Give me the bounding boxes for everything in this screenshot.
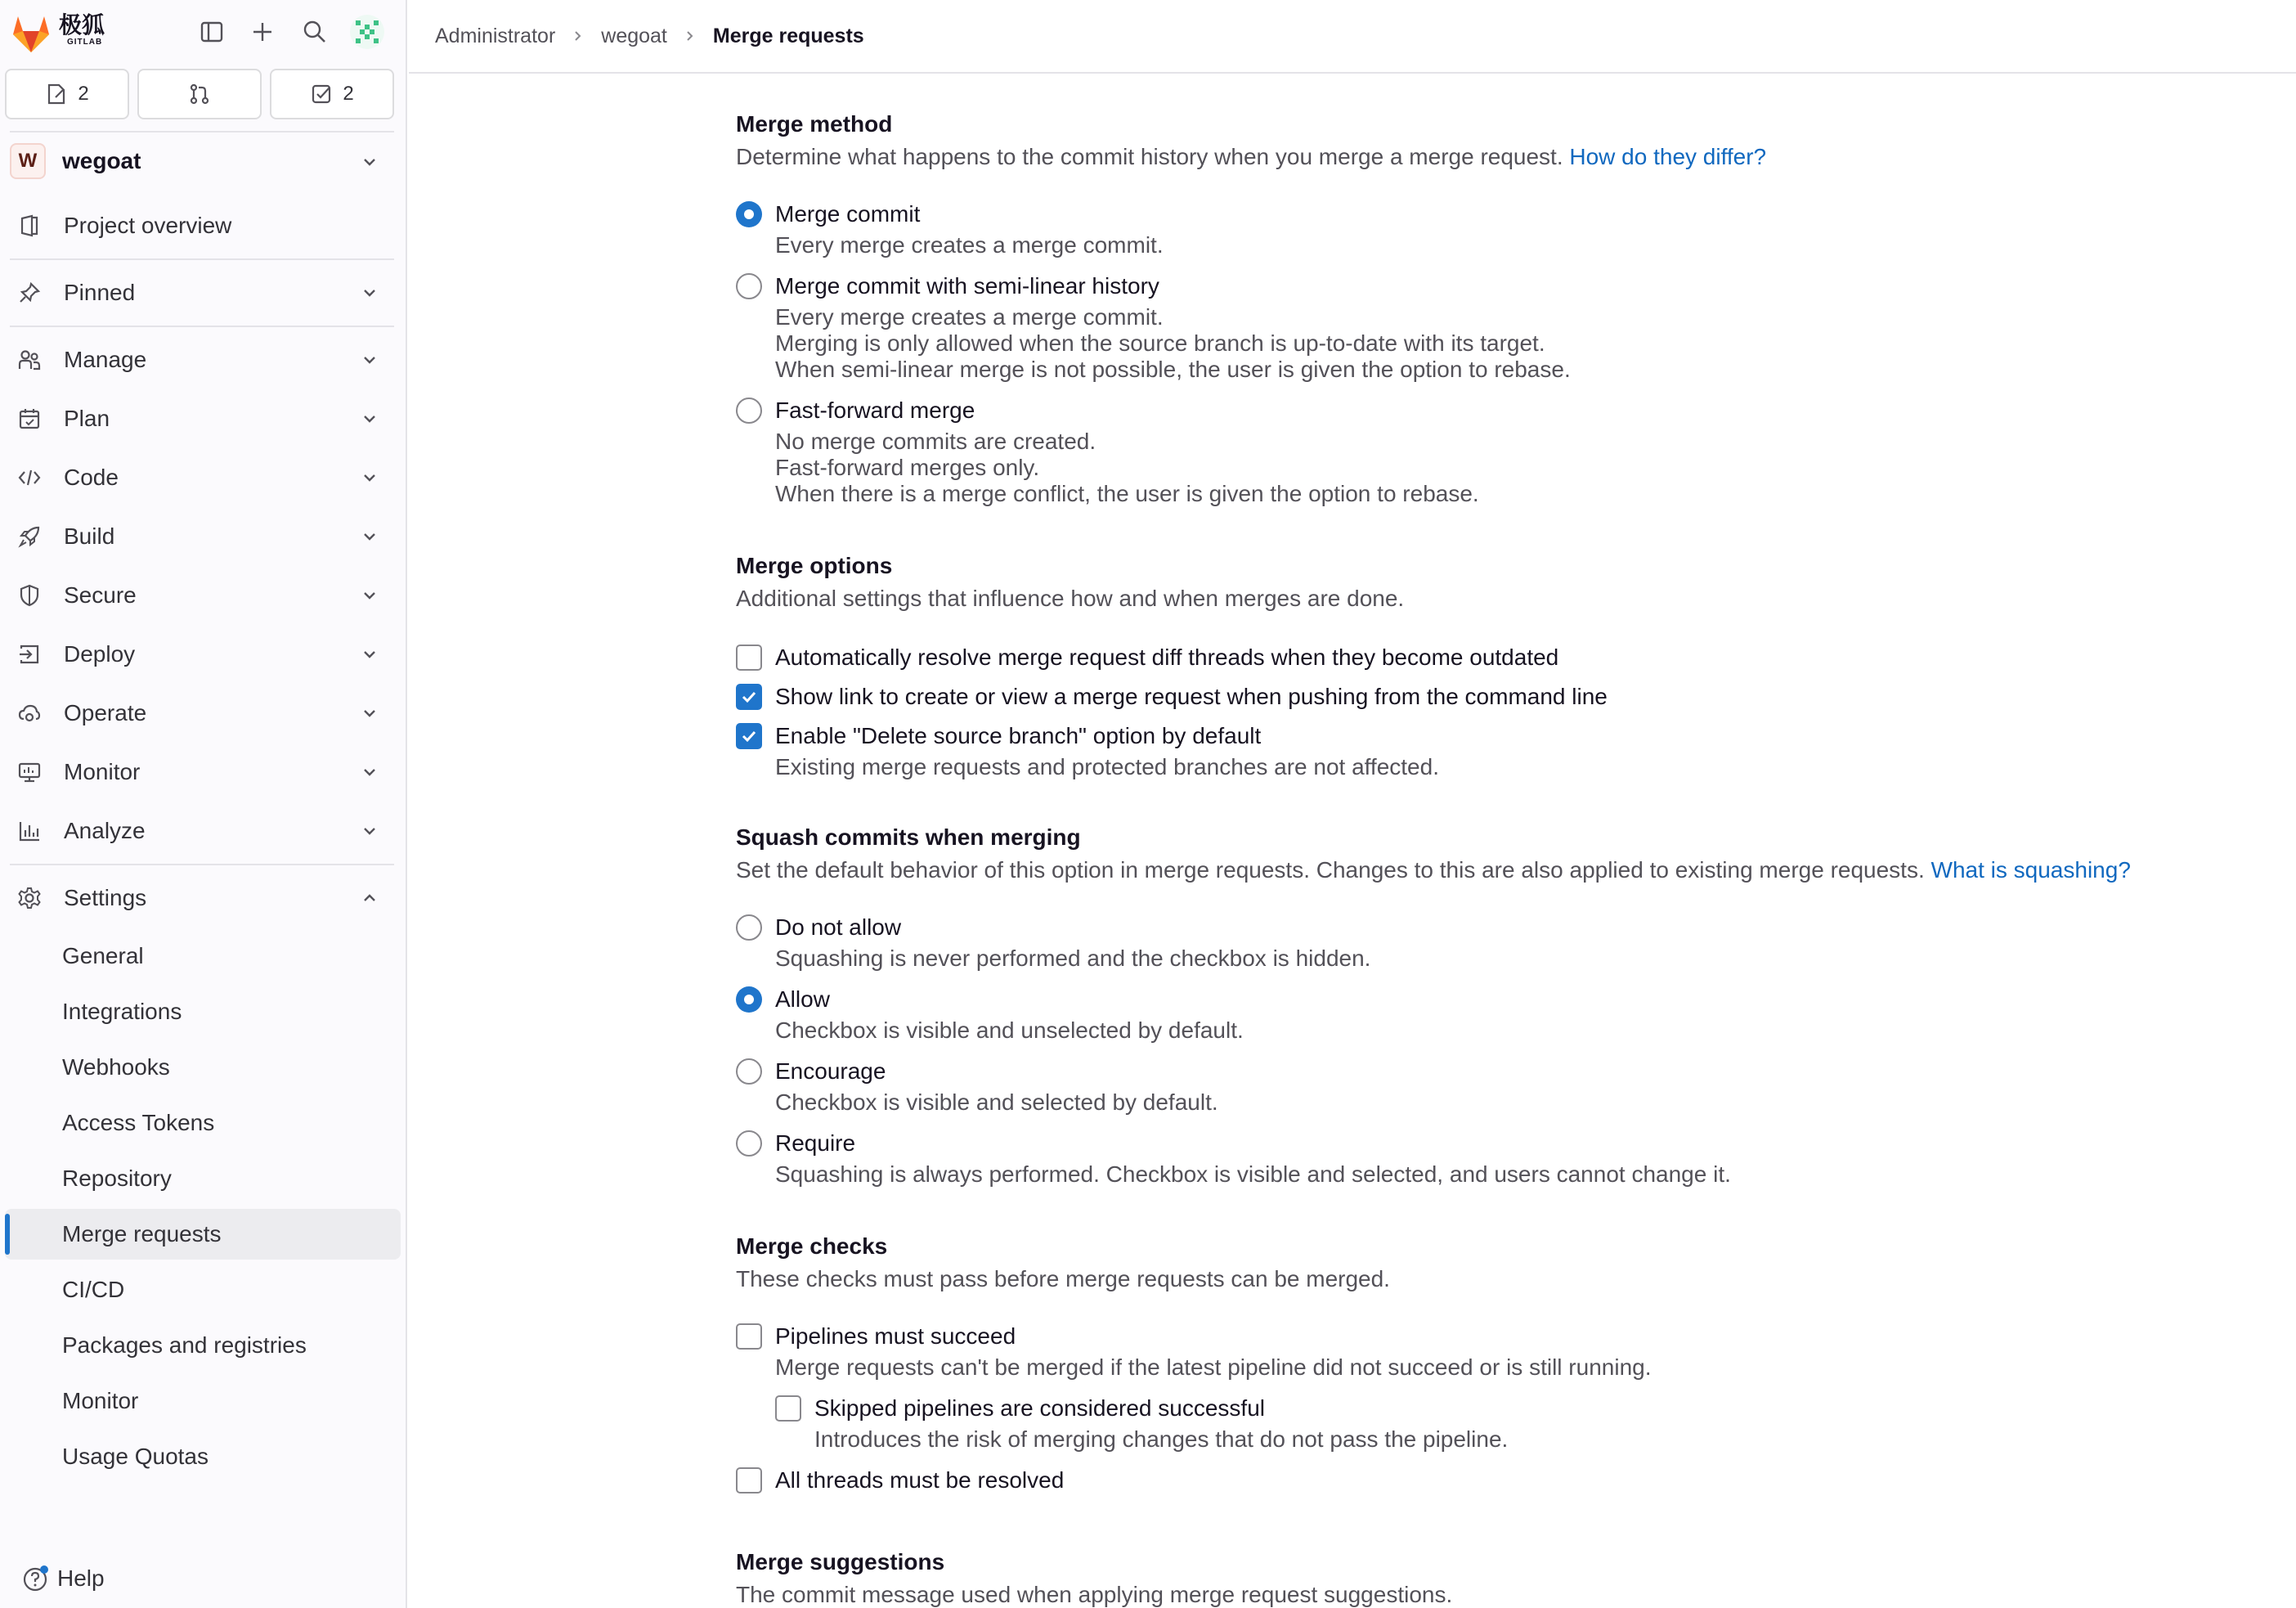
settings-item-merge-requests[interactable] [5,1209,401,1260]
what-is-squashing-link[interactable]: What is squashing? [1931,857,2131,883]
radio-unselected[interactable] [736,914,762,941]
chevron-down-icon [360,586,379,605]
squash-desc-text: Set the default behavior of this option in merge requests. Changes to this are also applied to existing merge requests. [736,857,1925,883]
help-label: Help [57,1565,105,1591]
merge-suggestions-description: The commit message used when applying merge request suggestions. [736,1582,1453,1607]
chevron-down-icon [360,703,379,723]
chevron-down-icon [360,821,379,841]
nav-label: Pinned [64,280,136,305]
option-label: Skipped pipelines are considered successful [814,1395,1265,1421]
radio-unselected[interactable] [736,273,762,299]
option-help: Checkbox is visible and selected by default. [775,1089,1218,1115]
sidebar-toggle-icon [200,20,224,44]
nav-label: Monitor [64,759,141,784]
nav-manage[interactable] [10,335,394,385]
nav-label: Secure [64,582,137,608]
chevron-down-icon [360,283,379,303]
option-label: Merge commit with semi-linear history [775,273,1159,299]
sidebar-divider [10,864,394,865]
option-help: Every merge creates a merge commit. [775,304,1164,330]
checkbox-unchecked[interactable] [736,1467,762,1493]
option-help: Fast-forward merges only. [775,455,1040,480]
todo-icon [310,83,333,106]
checkbox-unchecked[interactable] [736,1323,762,1350]
settings-item-repository[interactable] [5,1153,401,1204]
squash-commits-title: Squash commits when merging [736,824,1081,850]
brand-name-cn: 极狐 [59,11,105,38]
merge-request-icon [188,83,211,106]
chevron-up-icon [360,888,379,908]
option-label: Automatically resolve merge request diff threads when they become outdated [775,645,1559,670]
nav-label: Operate [64,700,147,725]
issues-icon [45,83,68,106]
checkbox-checked[interactable] [736,684,762,710]
settings-item-general[interactable] [5,931,401,981]
merge-method-title: Merge method [736,111,893,137]
brand-name-en: GITLAB [67,38,103,47]
user-avatar-button[interactable] [348,13,386,51]
settings-item-ci-cd[interactable] [5,1264,401,1315]
settings-item-usage-quotas[interactable] [5,1431,401,1482]
nav-label: Plan [64,406,110,431]
settings-item-label: General [62,943,144,968]
option-help: Squashing is always performed. Checkbox is visible and selected, and users cannot change it. [775,1161,1731,1187]
sidebar-divider [10,131,394,133]
option-label: All threads must be resolved [775,1467,1065,1493]
how-do-they-differ-link[interactable]: How do they differ? [1569,144,1767,169]
project-avatar: W [10,143,46,179]
nav-operate[interactable] [10,688,394,739]
settings-item-integrations[interactable] [5,986,401,1037]
code-icon [11,460,47,496]
nav-label: Deploy [64,641,136,667]
settings-item-webhooks[interactable] [5,1042,401,1093]
nav-label: Analyze [64,818,146,843]
merge-options-title: Merge options [736,553,893,578]
issues-count: 2 [78,83,89,105]
option-label: Pipelines must succeed [775,1323,1016,1349]
nav-label: Build [64,523,115,549]
todos-counter[interactable] [270,69,394,119]
nav-label: Project overview [64,213,232,238]
breadcrumb-project[interactable]: wegoat [601,24,667,47]
thumbtack-icon [11,275,47,311]
chevron-down-icon [360,527,379,546]
settings-item-packages-registries[interactable] [5,1320,401,1371]
chevron-right-icon [684,29,697,43]
shield-icon [11,577,47,613]
calendar-icon [11,401,47,437]
option-help: Existing merge requests and protected branches are not affected. [775,754,1439,779]
settings-item-label: Integrations [62,999,182,1024]
merge-options-description: Additional settings that influence how and when merges are done. [736,586,1405,611]
user-avatar-icon [349,14,385,50]
users-icon [11,342,47,378]
settings-item-label: Usage Quotas [62,1444,209,1469]
option-label: Do not allow [775,914,902,940]
option-help: Introduces the risk of merging changes that do not pass the pipeline. [814,1426,1509,1452]
option-label: Allow [775,986,830,1012]
chevron-right-icon [572,29,585,43]
checkbox-unchecked[interactable] [736,645,762,671]
option-label: Show link to create or view a merge request when pushing from the command line [775,684,1608,709]
radio-unselected[interactable] [736,1130,762,1157]
settings-item-access-tokens[interactable] [5,1098,401,1148]
chevron-down-icon [360,409,379,429]
breadcrumb [409,0,2296,74]
sidebar-topbar [0,0,406,64]
settings-gear-icon [11,880,47,916]
settings-item-label: CI/CD [62,1277,125,1302]
merge-method-desc-text: Determine what happens to the commit history when you merge a merge request. [736,144,1563,169]
nav-pinned[interactable] [10,267,394,318]
merge-suggestions-title: Merge suggestions [736,1549,945,1574]
option-label: Enable "Delete source branch" option by default [775,723,1262,748]
nav-monitor[interactable] [10,747,394,797]
settings-item-label: Webhooks [62,1054,170,1080]
monitor-icon [11,754,47,790]
option-help: Every merge creates a merge commit. [775,232,1164,258]
radio-unselected[interactable] [736,1058,762,1085]
option-help: When there is a merge conflict, the user is given the option to rebase. [775,481,1479,506]
sidebar [0,0,407,1608]
chevron-down-icon [360,645,379,664]
chevron-down-icon [360,762,379,782]
checkmark-icon [740,727,758,745]
merge-method-description [736,144,1766,170]
search-icon [303,20,327,44]
plus-icon [250,20,275,44]
nav-label: Code [64,465,119,490]
settings-item-label: Monitor [62,1388,139,1413]
nav-label: Settings [64,885,147,910]
nav-project-overview[interactable] [10,200,394,251]
nav-label: Manage [64,347,147,372]
option-help: When semi-linear merge is not possible, the user is given the option to rebase. [775,357,1571,382]
option-label: Fast-forward merge [775,398,975,423]
chevron-down-icon [360,152,379,172]
deployments-icon [11,636,47,672]
create-new-button[interactable] [244,13,281,51]
merge-requests-counter[interactable] [137,69,262,119]
settings-item-label: Packages and registries [62,1332,307,1358]
rocket-icon [11,519,47,555]
option-help: Squashing is never performed and the checkbox is hidden. [775,945,1371,971]
assigned-issues-counter[interactable] [5,69,129,119]
settings-item-label: Repository [62,1166,172,1191]
breadcrumb-current[interactable]: Merge requests [712,24,864,47]
gitlab-logo-icon[interactable] [8,10,54,56]
nav-deploy[interactable] [10,629,394,680]
chevron-down-icon [360,350,379,370]
option-help: No merge commits are created. [775,429,1096,454]
sidebar-divider [10,326,394,327]
sidebar-divider [10,258,394,260]
squash-commits-description [736,857,2131,883]
breadcrumb-administrator[interactable]: Administrator [435,24,556,47]
option-help: Checkbox is visible and unselected by default. [775,1017,1244,1043]
nav-build[interactable] [10,511,394,562]
settings-item-label: Merge requests [62,1221,222,1246]
nav-settings[interactable] [10,873,394,923]
project-name: wegoat [62,148,141,173]
option-label: Merge commit [775,201,921,227]
nav-code[interactable] [10,452,394,503]
radio-selected[interactable] [736,986,762,1013]
settings-item-monitor[interactable] [5,1376,401,1426]
question-icon [21,1564,51,1593]
chevron-down-icon [360,468,379,487]
project-switcher[interactable] [10,141,394,182]
option-label: Encourage [775,1058,886,1084]
nav-analyze[interactable] [10,806,394,856]
todos-count: 2 [343,83,354,105]
nav-plan[interactable] [10,393,394,444]
help-button[interactable] [21,1564,105,1593]
merge-checks-title: Merge checks [736,1233,888,1259]
settings-item-label: Access Tokens [62,1110,215,1135]
nav-secure[interactable] [10,570,394,621]
option-label: Require [775,1130,856,1156]
checkbox-checked[interactable] [736,723,762,749]
checkmark-icon [740,688,758,706]
sidebar-counters [5,69,394,119]
radio-unselected[interactable] [736,398,762,424]
project-icon [11,208,47,244]
brand-wordmark [59,13,108,47]
radio-selected[interactable] [736,201,762,227]
toggle-sidebar-button[interactable] [193,13,231,51]
checkbox-unchecked[interactable] [775,1395,801,1422]
merge-checks-description: These checks must pass before merge requests can be merged. [736,1266,1390,1291]
search-button[interactable] [296,13,334,51]
cloud-gear-icon [11,695,47,731]
option-help: Merging is only allowed when the source branch is up-to-date with its target. [775,330,1545,356]
chart-icon [11,813,47,849]
option-help: Merge requests can't be merged if the latest pipeline did not succeed or is still running. [775,1354,1652,1380]
